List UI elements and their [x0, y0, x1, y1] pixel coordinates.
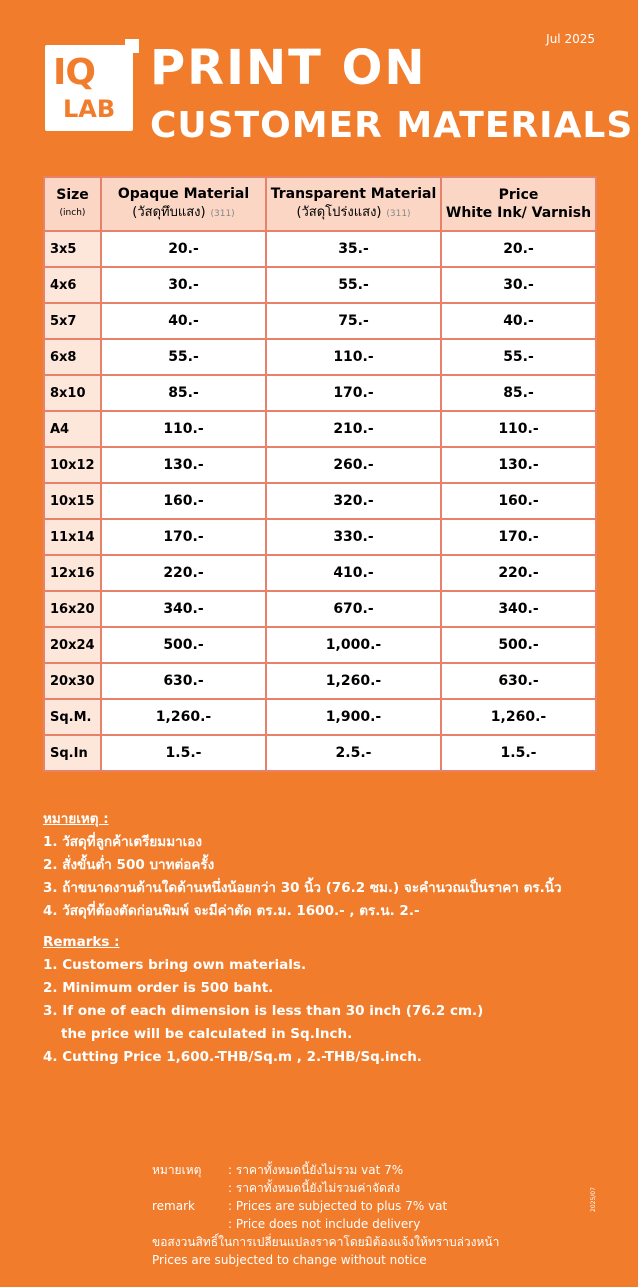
cell-size: 10x12 [44, 447, 101, 483]
table-row [44, 339, 596, 375]
thai-note-3: 3. ถ้าขนาดงานด้านใดด้านหนึ่งน้อยกว่า 30 นิ้ว (76.2 ซม.) จะคำนวณเป็นราคา ตร.นิ้ว [43, 880, 562, 896]
cell-transparent-price: 1,260.- [266, 663, 441, 699]
cell-opaque-price: 500.- [101, 627, 266, 663]
remark-1: 1. Customers bring own materials. [43, 957, 307, 973]
cell-white-ink-price: 1,260.- [441, 699, 596, 735]
header-price [441, 177, 596, 231]
cell-opaque-price: 30.- [101, 267, 266, 303]
table-row [44, 411, 596, 447]
cell-opaque-price: 220.- [101, 555, 266, 591]
table-row [44, 375, 596, 411]
page-title-line2: CUSTOMER MATERIALS [150, 105, 634, 146]
cell-opaque-price: 20.- [101, 231, 266, 267]
cell-size: A4 [44, 411, 101, 447]
footer-label-en: remark [152, 1199, 195, 1213]
cell-white-ink-price: 630.- [441, 663, 596, 699]
cell-opaque-price: 40.- [101, 303, 266, 339]
cell-size: 20x30 [44, 663, 101, 699]
remarks-heading: Remarks : [43, 934, 120, 950]
price-table [43, 176, 597, 772]
footer-notes [152, 1161, 499, 1269]
header-transparent [266, 177, 441, 231]
cell-white-ink-price: 20.- [441, 231, 596, 267]
footer-rights-thai: ขอสงวนสิทธิ์ในการเปลี่ยนแปลงราคาโดยมิต้องแจ้งให้ทราบล่วงหน้า [152, 1235, 500, 1249]
cell-transparent-price: 2.5.- [266, 735, 441, 771]
header-opaque-code: (311) [210, 209, 235, 219]
cell-size: 16x20 [44, 591, 101, 627]
table-row [44, 447, 596, 483]
cell-white-ink-price: 500.- [441, 627, 596, 663]
cell-size: 11x14 [44, 519, 101, 555]
table-row [44, 555, 596, 591]
cell-white-ink-price: 160.- [441, 483, 596, 519]
cell-size: 8x10 [44, 375, 101, 411]
footer-rights-en: Prices are subjected to change without notice [152, 1253, 427, 1267]
cell-transparent-price: 670.- [266, 591, 441, 627]
cell-size: Sq.M. [44, 699, 101, 735]
cell-opaque-price: 160.- [101, 483, 266, 519]
cell-transparent-price: 320.- [266, 483, 441, 519]
header-transparent-label: Transparent Material [270, 186, 437, 202]
cell-opaque-price: 130.- [101, 447, 266, 483]
thai-notes [43, 808, 562, 923]
remark-2: 2. Minimum order is 500 baht. [43, 980, 274, 996]
cell-opaque-price: 85.- [101, 375, 266, 411]
cell-size: 20x24 [44, 627, 101, 663]
version-stamp: 2025/07 [590, 1187, 597, 1212]
footer-label-thai: หมายเหตุ [152, 1163, 202, 1177]
cell-transparent-price: 210.- [266, 411, 441, 447]
table-row [44, 267, 596, 303]
logo-corner [125, 39, 139, 53]
cell-white-ink-price: 30.- [441, 267, 596, 303]
cell-white-ink-price: 220.- [441, 555, 596, 591]
footer-en-line1: : Prices are subjected to plus 7% vat [228, 1199, 448, 1213]
cell-transparent-price: 260.- [266, 447, 441, 483]
remark-4: 4. Cutting Price 1,600.-THB/Sq.m , 2.-THB/Sq.inch. [43, 1049, 422, 1065]
footer-thai-line2: : ราคาทั้งหมดนี้ยังไม่รวมค่าจัดส่ง [228, 1181, 401, 1195]
cell-opaque-price: 1,260.- [101, 699, 266, 735]
table-row [44, 627, 596, 663]
cell-transparent-price: 410.- [266, 555, 441, 591]
header-size [44, 177, 101, 231]
header-price-sub: White Ink/ Varnish [445, 205, 592, 221]
cell-size: 5x7 [44, 303, 101, 339]
header-transparent-code: (311) [386, 209, 411, 219]
header-price-label: Price [498, 187, 539, 203]
cell-transparent-price: 330.- [266, 519, 441, 555]
cell-size: 12x16 [44, 555, 101, 591]
thai-note-4: 4. วัสดุที่ต้องตัดก่อนพิมพ์ จะมีค่าตัด ตร.ม. 1600.- , ตร.น. 2.- [43, 903, 420, 919]
thai-notes-heading: หมายเหตุ : [43, 811, 109, 827]
header-transparent-thai: (วัสดุโปร่งแสง) [296, 205, 382, 220]
cell-white-ink-price: 55.- [441, 339, 596, 375]
table-row [44, 231, 596, 267]
iq-lab-logo [45, 45, 133, 131]
cell-size: 6x8 [44, 339, 101, 375]
table-row [44, 303, 596, 339]
cell-opaque-price: 110.- [101, 411, 266, 447]
table-row [44, 735, 596, 771]
cell-transparent-price: 1,000.- [266, 627, 441, 663]
cell-white-ink-price: 1.5.- [441, 735, 596, 771]
cell-white-ink-price: 85.- [441, 375, 596, 411]
cell-white-ink-price: 130.- [441, 447, 596, 483]
cell-opaque-price: 340.- [101, 591, 266, 627]
cell-white-ink-price: 110.- [441, 411, 596, 447]
cell-size: 3x5 [44, 231, 101, 267]
cell-transparent-price: 55.- [266, 267, 441, 303]
cell-transparent-price: 1,900.- [266, 699, 441, 735]
table-row [44, 699, 596, 735]
cell-transparent-price: 170.- [266, 375, 441, 411]
cell-opaque-price: 630.- [101, 663, 266, 699]
header-opaque [101, 177, 266, 231]
table-row [44, 483, 596, 519]
cell-transparent-price: 110.- [266, 339, 441, 375]
logo-lab-text: LAB [63, 95, 116, 123]
table-row [44, 591, 596, 627]
table-row [44, 663, 596, 699]
header-size-label: Size [56, 187, 89, 203]
english-remarks [43, 931, 483, 1069]
cell-white-ink-price: 340.- [441, 591, 596, 627]
footer-en-line2: : Price does not include delivery [228, 1217, 421, 1231]
thai-note-2: 2. สั่งขั้นต่ำ 500 บาทต่อครั้ง [43, 857, 215, 873]
cell-opaque-price: 55.- [101, 339, 266, 375]
cell-white-ink-price: 170.- [441, 519, 596, 555]
date-label: Jul 2025 [546, 32, 595, 46]
cell-transparent-price: 75.- [266, 303, 441, 339]
table-header-row [44, 177, 596, 231]
cell-opaque-price: 1.5.- [101, 735, 266, 771]
cell-size: Sq.In [44, 735, 101, 771]
table-body [44, 231, 596, 771]
cell-opaque-price: 170.- [101, 519, 266, 555]
cell-size: 4x6 [44, 267, 101, 303]
cell-white-ink-price: 40.- [441, 303, 596, 339]
thai-note-1: 1. วัสดุที่ลูกค้าเตรียมมาเอง [43, 834, 203, 850]
page-title-line1: PRINT ON [150, 40, 427, 96]
header-size-unit: (inch) [59, 208, 86, 218]
footer-thai-line1: : ราคาทั้งหมดนี้ยังไม่รวม vat 7% [228, 1163, 404, 1177]
remark-3-cont: the price will be calculated in Sq.Inch. [61, 1026, 353, 1042]
cell-transparent-price: 35.- [266, 231, 441, 267]
table-row [44, 519, 596, 555]
header-opaque-thai: (วัสดุทึบแสง) [132, 205, 206, 220]
cell-size: 10x15 [44, 483, 101, 519]
logo-iq-text: IQ [53, 52, 95, 93]
remark-3: 3. If one of each dimension is less than 30 inch (76.2 cm.) [43, 1003, 484, 1019]
header-opaque-label: Opaque Material [117, 186, 250, 202]
